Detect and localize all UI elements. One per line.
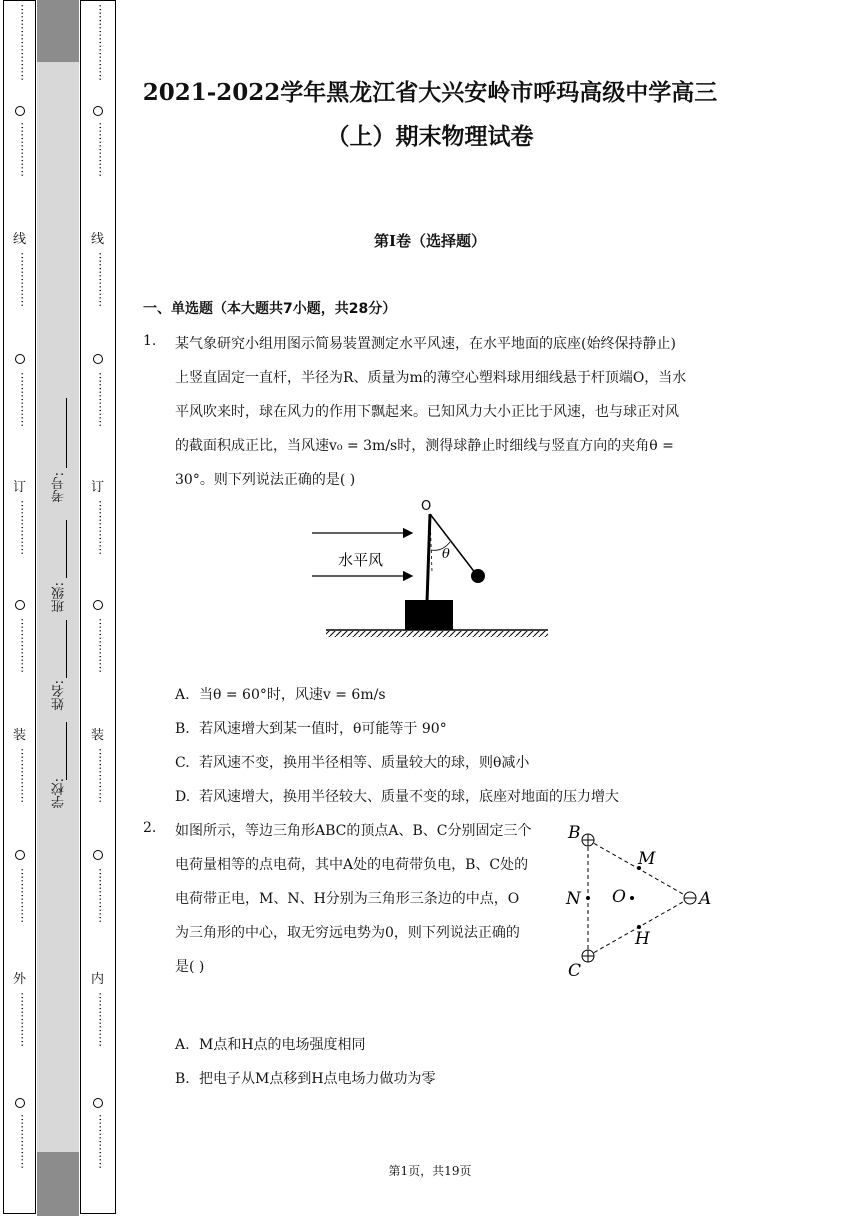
binding-strip-cap-top: [37, 0, 79, 62]
binding-char-ding: 订: [13, 480, 27, 495]
positive-charge-b: [582, 834, 594, 846]
vertex-c-label: C: [568, 961, 582, 981]
binding-circle: [93, 600, 103, 610]
binding-char-zhuang: 装: [13, 728, 27, 743]
question-2-line: 电荷带正电，M、N、H分别为三角形三条边的中点，O: [175, 891, 520, 907]
part-heading: 第I卷（选择题）: [373, 232, 487, 250]
question-1-option-d[interactable]: D. 若风速增大，换用半径较大、质量不变的球，底座对地面的压力增大: [175, 789, 619, 805]
question-1-line: 平风吹来时，球在风力的作用下飘起来。已知风力大小正比于风速，也与球正对风: [175, 404, 679, 420]
midpoint-n-label: N: [566, 889, 581, 909]
question-2-line: 为三角形的中心，取无穷远电势为0，则下列说法正确的: [175, 925, 520, 941]
binding-circle: [15, 354, 25, 364]
binding-char-nei: 内: [91, 972, 105, 987]
positive-charge-c: [582, 950, 594, 962]
outer-binding-column: ⋯⋯⋯⋯⋯⋯⋯ ⋯⋯⋯⋯⋯ 线 ⋯⋯⋯⋯⋯ ⋯⋯⋯⋯⋯ 订 ⋯⋯⋯⋯⋯ ⋯⋯⋯⋯⋯ 装 ⋯⋯⋯⋯⋯ ⋯⋯⋯⋯⋯ 外 ⋯⋯⋯⋯⋯ ⋯⋯⋯⋯⋯: [13, 4, 29, 1169]
binding-char-xian: 线: [91, 232, 105, 247]
binding-char-xian: 线: [13, 232, 27, 247]
page-footer: 第1页，共19页: [388, 1164, 472, 1178]
binding-circle: [93, 106, 103, 116]
suspension-string: [430, 514, 476, 574]
ground-hatch: [326, 631, 548, 637]
binding-char-wai: 外: [13, 972, 27, 987]
wind-apparatus-figure: [300, 492, 560, 642]
class-field-label: 班级:: [52, 582, 67, 613]
charge-triangle-figure: [560, 818, 720, 984]
question-2-option-b[interactable]: B. 把电子从M点移到H点电场力做功为零: [175, 1071, 436, 1087]
vertical-rod: [427, 514, 430, 602]
question-1-line: 30°。则下列说法正确的是( ): [175, 472, 356, 488]
question-2-line: 是( ): [175, 959, 205, 975]
question-1-option-c[interactable]: C. 若风速不变，换用半径相等、质量较大的球，则θ减小: [175, 755, 530, 771]
question-2-line: 电荷量相等的点电荷，其中A处的电荷带负电，B、C处的: [175, 857, 529, 873]
school-field-label: 学校:: [52, 778, 67, 809]
binding-circle: [93, 354, 103, 364]
vertex-a-label: A: [699, 889, 712, 909]
question-2-line: 如图所示，等边三角形ABC的顶点A、B、C分别固定三个: [175, 823, 532, 839]
binding-circle: [15, 850, 25, 860]
question-1-line: 的截面积成正比，当风速v₀ = 3m/s时，测得球静止时细线与竖直方向的夹角θ =: [175, 438, 674, 454]
question-1-number: 1.: [143, 333, 157, 349]
class-field-line[interactable]: [66, 520, 67, 578]
base-block: [405, 600, 453, 630]
binding-char-zhuang: 装: [91, 728, 105, 743]
binding-circle: [93, 1098, 103, 1108]
wind-label: 水平风: [338, 551, 384, 569]
binding-circle: [15, 1098, 25, 1108]
binding-circle: [15, 600, 25, 610]
negative-charge-a: [684, 892, 696, 904]
question-2-number: 2.: [143, 820, 157, 836]
question-2-option-a[interactable]: A. M点和H点的电场强度相同: [175, 1037, 366, 1053]
vertex-b-label: B: [568, 823, 581, 843]
midpoint-h-label: H: [635, 929, 650, 949]
center-o-label: O: [612, 887, 626, 907]
inner-binding-column: ⋯⋯⋯⋯⋯⋯⋯ ⋯⋯⋯⋯⋯ 线 ⋯⋯⋯⋯⋯ ⋯⋯⋯⋯⋯ 订 ⋯⋯⋯⋯⋯ ⋯⋯⋯⋯⋯ 装 ⋯⋯⋯⋯⋯ ⋯⋯⋯⋯⋯ 内 ⋯⋯⋯⋯⋯ ⋯⋯⋯⋯⋯: [91, 4, 107, 1169]
question-1-option-a[interactable]: A. 当θ = 60°时，风速v = 6m/s: [175, 687, 386, 703]
name-field-label: 姓名:: [52, 680, 67, 711]
theta-label: θ: [442, 547, 450, 562]
exam-title-line1: 2021-2022学年黑龙江省大兴安岭市呼玛高级中学高三: [142, 79, 718, 106]
binding-char-ding: 订: [91, 480, 105, 495]
pivot-label: O: [421, 499, 432, 514]
name-field-line[interactable]: [66, 620, 67, 678]
exam-title-line2: （上）期末物理试卷: [326, 123, 534, 150]
midpoint-m-label: M: [638, 849, 656, 869]
binding-circle: [15, 106, 25, 116]
school-field-line[interactable]: [66, 722, 67, 780]
exam-no-field-label: 考号:: [52, 472, 67, 503]
binding-circle: [93, 850, 103, 860]
midpoint-n-dot: [586, 896, 590, 900]
center-o-dot: [630, 896, 634, 900]
question-1-line: 上竖直固定一直杆，半径为R、质量为m的薄空心塑料球用细线悬于杆顶端O，当水: [175, 370, 687, 386]
exam-no-field-line[interactable]: [66, 398, 67, 468]
plastic-ball: [471, 569, 485, 583]
question-1-line: 某气象研究小组用图示简易装置测定水平风速，在水平地面的底座(始终保持静止): [175, 336, 676, 352]
question-1-option-b[interactable]: B. 若风速增大到某一值时，θ可能等于 90°: [175, 721, 447, 737]
section-heading: 一、单选题（本大题共7小题，共28分）: [143, 301, 397, 317]
